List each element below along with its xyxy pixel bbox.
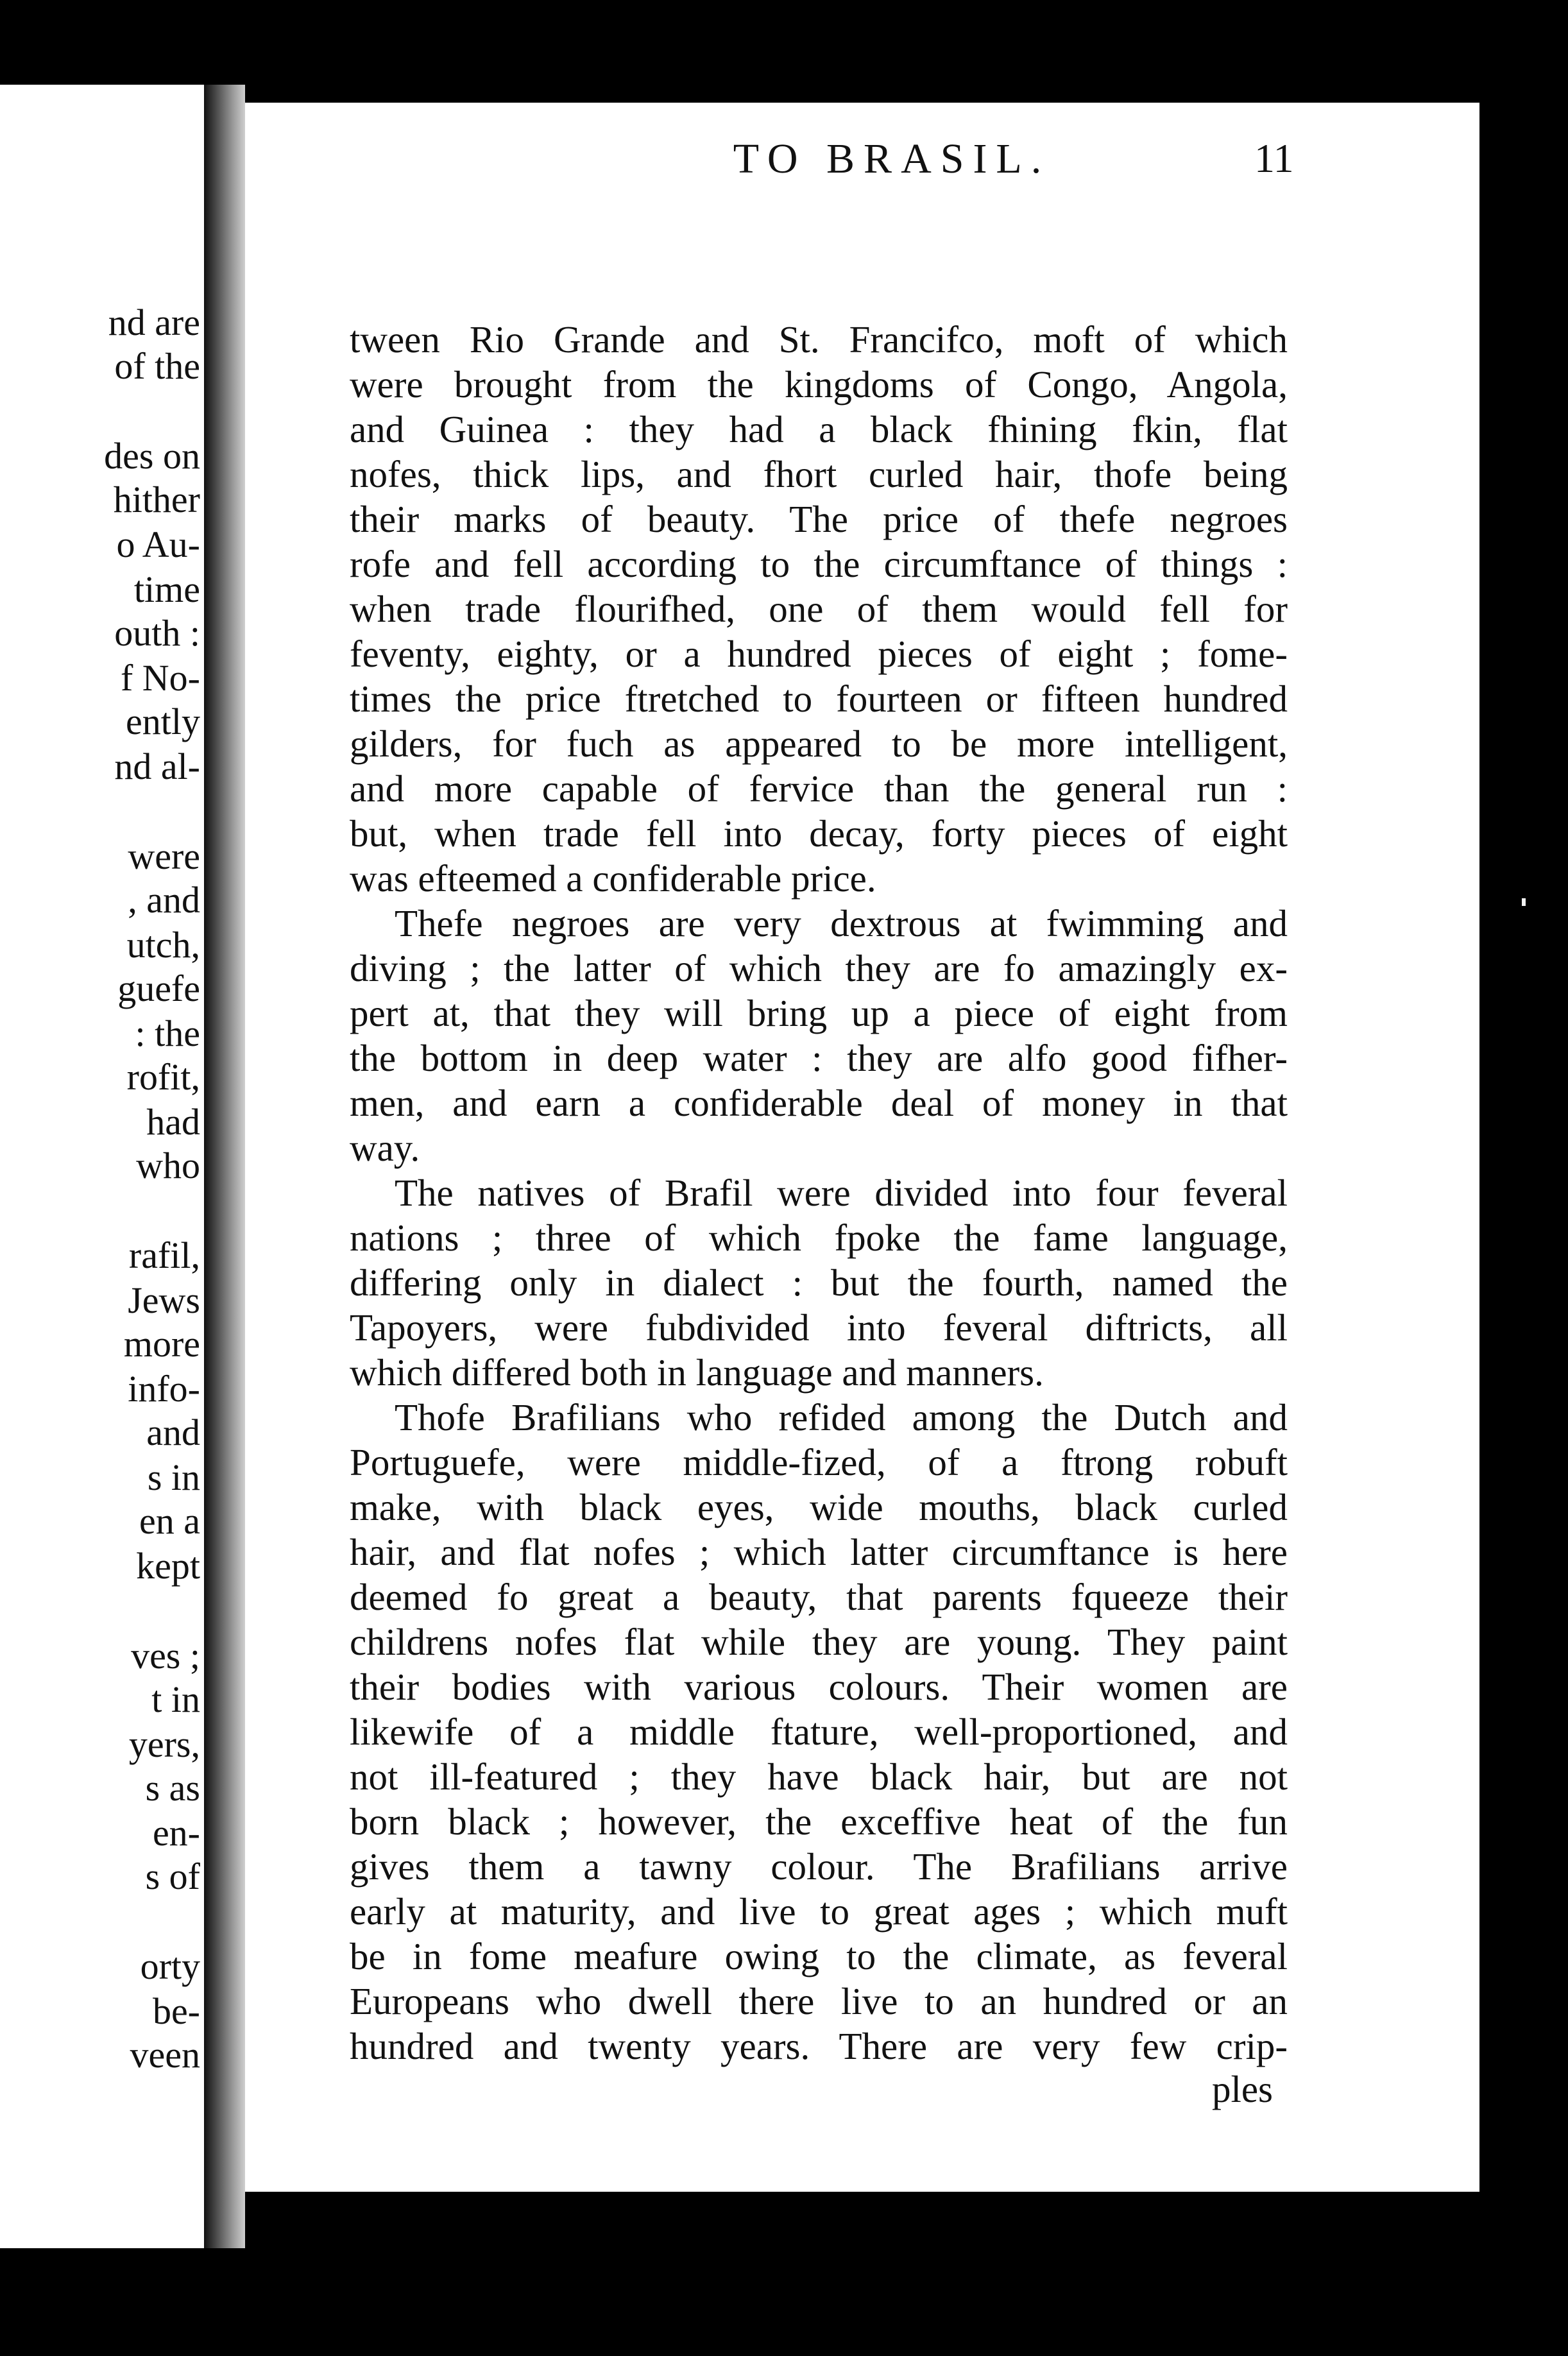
body-line: likewife of a middle ftature, well-proportioned, and	[350, 1711, 1288, 1753]
left-page-fragment: veen	[130, 2034, 200, 2076]
body-line: nations ; three of which fpoke the fame language,	[350, 1216, 1288, 1259]
body-line: way.	[350, 1127, 420, 1169]
body-line: their bodies with various colours. Their women are	[350, 1666, 1288, 1708]
body-line: not ill-featured ; they have black hair, but are not	[350, 1755, 1288, 1798]
body-line: Thofe Brafilians who refided among the Dutch and	[395, 1396, 1288, 1438]
body-line: times the price ftretched to fourteen or fifteen hundred	[350, 678, 1288, 720]
body-line: Europeans who dwell there live to an hundred or an	[350, 1980, 1288, 2022]
left-page-fragment: , and	[128, 879, 200, 921]
left-page-fragment: o Au-	[116, 524, 200, 565]
body-line: Portuguefe, were middle-fized, of a ftrong robuft	[350, 1441, 1288, 1483]
running-head: TO BRASIL.	[733, 135, 1051, 182]
left-page-fragment: were	[128, 835, 200, 877]
left-page-fragment: : the	[135, 1012, 200, 1054]
body-line: differing only in dialect : but the fourth, named the	[350, 1261, 1288, 1304]
left-page-fragment: yers,	[128, 1723, 200, 1765]
left-page-fragment: and	[146, 1412, 200, 1453]
body-line: which differed both in language and manners.	[350, 1351, 1044, 1394]
body-line: gives them a tawny colour. The Brafilians arrive	[350, 1845, 1288, 1888]
left-page-fragment: ently	[126, 701, 200, 742]
left-page-fragment: outh :	[114, 612, 200, 654]
left-page-fragment: had	[146, 1101, 200, 1143]
body-line: Thefe negroes are very dextrous at fwimming and	[395, 902, 1288, 944]
book-gutter-shadow	[204, 85, 245, 2248]
left-page-fragment: more	[123, 1323, 200, 1365]
left-page-fragment: en a	[139, 1500, 200, 1542]
left-page-fragment: be-	[152, 1990, 200, 2032]
left-page-fragment: f No-	[120, 657, 200, 699]
left-page-fragment: en-	[152, 1812, 200, 1854]
body-line: tween Rio Grande and St. Francifco, moft of which	[350, 318, 1288, 361]
body-line: born black ; however, the exceffive heat of the fun	[350, 1800, 1288, 1843]
body-line: gilders, for fuch as appeared to be more intelligent,	[350, 722, 1288, 765]
left-page-fragment: Jews	[128, 1279, 200, 1321]
left-page-fragment: time	[133, 568, 200, 610]
body-line: be in fome meafure owing to the climate, as feveral	[350, 1935, 1288, 1977]
body-line: early at maturity, and live to great ages ; which muft	[350, 1890, 1288, 1933]
left-page-fragment: ves ;	[131, 1635, 200, 1677]
left-page-fragment: nd al-	[114, 746, 200, 787]
edge-speck	[1522, 898, 1526, 906]
left-page-fragment: rofit,	[126, 1056, 200, 1098]
left-page-fragment: orty	[140, 1945, 200, 1987]
left-page-fragment: who	[136, 1145, 200, 1186]
left-page-fragment: s in	[147, 1456, 200, 1498]
body-line: make, with black eyes, wide mouths, black curled	[350, 1486, 1288, 1528]
body-line: feventy, eighty, or a hundred pieces of eight ; fome-	[350, 633, 1288, 675]
body-line: Tapoyers, were fubdivided into feveral diftricts, all	[350, 1306, 1288, 1349]
body-line: and more capable of fervice than the general run :	[350, 767, 1288, 810]
body-line: their marks of beauty. The price of thefe negroes	[350, 498, 1288, 540]
catchword: ples	[1211, 2068, 1273, 2110]
left-page-fragment: utch,	[126, 924, 200, 966]
page-number: 11	[1254, 135, 1294, 181]
body-line: when trade flourifhed, one of them would fell for	[350, 588, 1288, 630]
left-page-fragment: of the	[114, 345, 200, 387]
left-page-fragment: guefe	[117, 968, 200, 1009]
left-page-fragment: kept	[136, 1545, 200, 1587]
body-line: the bottom in deep water : they are alfo good fifher-	[350, 1037, 1288, 1079]
left-page-fragment: nd are	[108, 302, 200, 343]
body-line: The natives of Brafil were divided into four feveral	[395, 1172, 1288, 1214]
left-page-fragment: rafil,	[128, 1234, 200, 1276]
body-line: diving ; the latter of which they are fo amazingly ex-	[350, 947, 1288, 989]
left-page-fragment: hither	[113, 479, 200, 520]
left-page-fragment: s as	[145, 1767, 200, 1809]
body-line: pert at, that they will bring up a piece of eight from	[350, 992, 1288, 1034]
left-page-edge	[0, 85, 204, 2248]
left-page-fragment: s of	[145, 1856, 200, 1897]
body-line: hair, and flat nofes ; which latter circumftance is here	[350, 1531, 1288, 1573]
body-line: but, when trade fell into decay, forty pieces of eight	[350, 812, 1288, 855]
body-line: was efteemed a confiderable price.	[350, 857, 876, 900]
left-page-fragment: des on	[104, 435, 200, 477]
body-line: hundred and twenty years. There are very few crip-	[350, 2025, 1288, 2067]
body-line: nofes, thick lips, and fhort curled hair, thofe being	[350, 453, 1288, 495]
left-page-fragment: t in	[151, 1678, 200, 1720]
body-line: rofe and fell according to the circumftance of things :	[350, 543, 1288, 585]
body-line: deemed fo great a beauty, that parents fqueeze their	[350, 1576, 1288, 1618]
body-line: men, and earn a confiderable deal of money in that	[350, 1082, 1288, 1124]
left-page-fragment: info-	[128, 1368, 200, 1410]
body-line: were brought from the kingdoms of Congo, Angola,	[350, 363, 1288, 405]
body-line: and Guinea : they had a black fhining fkin, flat	[350, 408, 1288, 450]
body-line: childrens nofes flat while they are young. They paint	[350, 1621, 1288, 1663]
